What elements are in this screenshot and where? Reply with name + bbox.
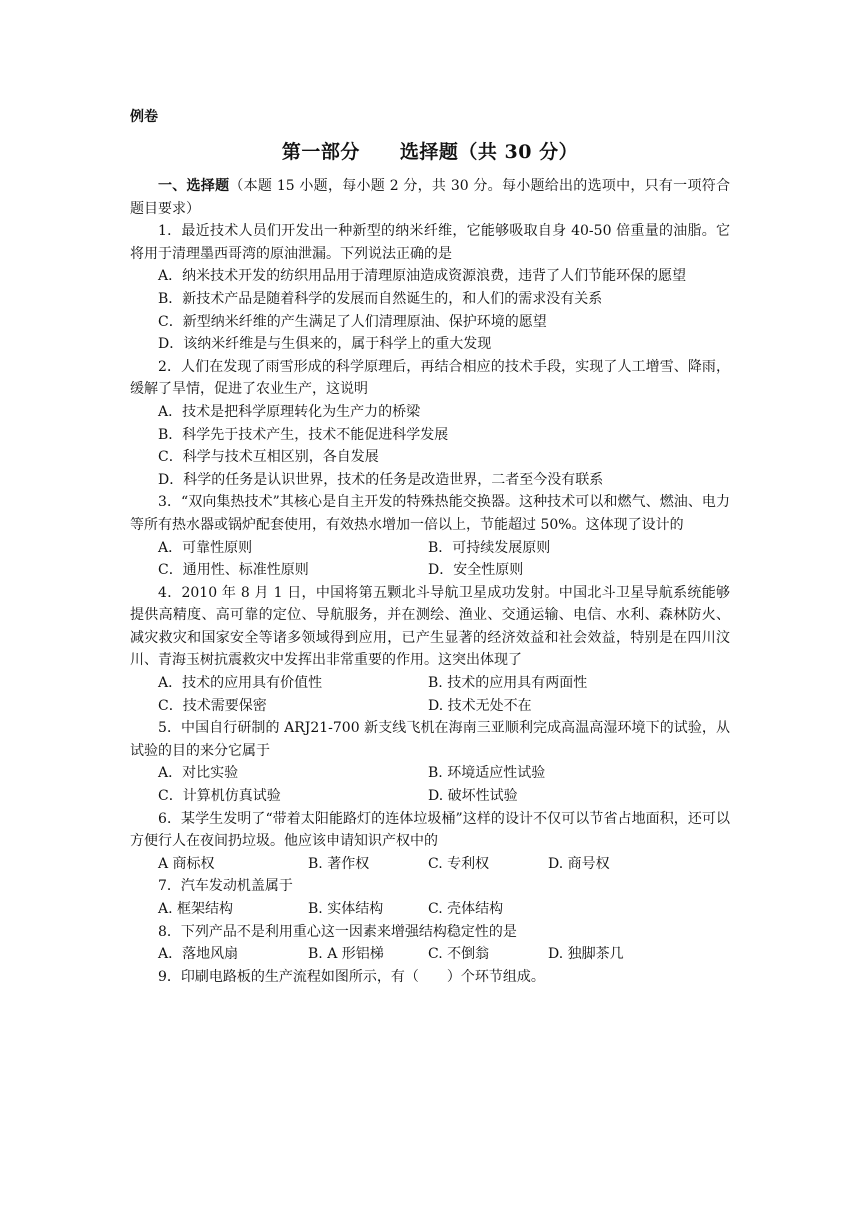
question-4-stem: 4．2010 年 8 月 1 日，中国将第五颗北斗导航卫星成功发射。中国北斗卫星导航系统能够提供高精度、高可靠的定位、导航服务，并在测绘、渔业、交通运输、电信、水利、森林防火、减灾救灾和国家安全等诸多领域得到应用，已产生显著的经济效益和社会效益，特别是在四川汶川、青海玉树抗震救灾中发挥出非常重要的作用。这突出体现了	[130, 584, 730, 669]
question-2-option-c: C．科学与技术互相区别，各自发展	[158, 449, 379, 466]
question-6-option-a: A 商标权	[158, 855, 215, 872]
question-4-option-a: A．技术的应用具有价值性	[158, 675, 323, 692]
question-5-option-d: D. 破坏性试验	[428, 788, 518, 805]
question-4-options-row-1	[130, 672, 730, 695]
part-name: 第一部分	[281, 141, 360, 163]
question-1-stem: 1．最近技术人员们开发出一种新型的纳米纤维，它能够吸取自身 40-50 倍重量的油脂。它将用于清理墨西哥湾的原油泄漏。下列说法正确的是	[130, 223, 730, 262]
question-3-option-d: D．安全性原则	[428, 562, 524, 579]
question-3-option-b: B．可持续发展原则	[428, 539, 551, 556]
question-1-option-a: A．纳米技术开发的纺织用品用于清理原油造成资源浪费，违背了人们节能环保的愿望	[158, 268, 687, 285]
question-8-option-c: C. 不倒翁	[428, 946, 490, 963]
exam-label: 例卷	[130, 109, 158, 125]
question-body	[130, 175, 730, 988]
question-8-option-a: A．落地风扇	[158, 946, 239, 963]
question-2-stem: 2．人们在发现了雨雪形成的科学原理后，再结合相应的技术手段，实现了人工增雪、降雨，缓解了旱情，促进了农业生产，这说明	[130, 358, 730, 398]
question-4-option-c: C．技术需要保密	[158, 697, 267, 714]
question-5-option-a: A．对比实验	[158, 765, 239, 782]
question-3-option-c: C．通用性、标准性原则	[158, 562, 309, 579]
question-9-stem: 9．印刷电路板的生产流程如图所示，有（ ）个环节组成。	[158, 968, 545, 985]
question-4-option-d: D. 技术无处不在	[428, 697, 532, 714]
question-7-option-c: C. 壳体结构	[428, 901, 504, 917]
part-title	[0, 137, 860, 164]
question-2-option-d: D．科学的任务是认识世界，技术的任务是改造世界，二者至今没有联系	[158, 471, 604, 488]
question-3-stem: 3．“双向集热技术”其核心是自主开发的特殊热能交换器。这种技术可以和燃气、燃油、电力等所有热水器或锅炉配套使用，有效热水增加一倍以上，节能超过 50%。这体现了设计的	[130, 494, 730, 533]
question-5-stem: 5．中国自行研制的 ARJ21-700 新支线飞机在海南三亚顺利完成高温高湿环境下的试验，从试验的目的来分它属于	[130, 720, 730, 759]
question-5-option-b: B. 环境适应性试验	[428, 765, 546, 782]
question-7-option-a: A. 框架结构	[158, 901, 234, 917]
section-name: 选择题（共 30 分）	[399, 141, 579, 163]
question-5-options-row-2	[130, 785, 730, 808]
question-5-options-row-1	[130, 762, 730, 785]
question-7-stem: 7．汽车发动机盖属于	[158, 878, 293, 895]
question-6-option-b: B. 著作权	[308, 855, 370, 872]
question-2-option-a: A．技术是把科学原理转化为生产力的桥梁	[158, 403, 421, 420]
question-6-option-c: C. 专利权	[428, 855, 490, 872]
question-1-option-b: B．新技术产品是随着科学的发展而自然诞生的，和人们的需求没有关系	[158, 290, 603, 307]
question-6-stem: 6．某学生发明了“带着太阳能路灯的连体垃圾桶”这样的设计不仅可以节省占地面积，还可以方便行人在夜间扔垃圾。他应该申请知识产权中的	[130, 810, 730, 850]
question-8-stem: 8．下列产品不是利用重心这一因素来增强结构稳定性的是	[158, 923, 517, 940]
question-6-options-row	[130, 853, 730, 876]
question-1-option-d: D．该纳米纤维是与生俱来的，属于科学上的重大发现	[158, 336, 492, 353]
question-6-option-d: D. 商号权	[548, 855, 610, 872]
question-1-option-c: C．新型纳米纤维的产生满足了人们清理原油、保护环境的愿望	[158, 313, 547, 330]
question-8-option-d: D. 独脚茶几	[548, 946, 624, 963]
question-5-option-c: C．计算机仿真试验	[158, 788, 281, 805]
question-4-option-b: B. 技术的应用具有两面性	[428, 675, 588, 692]
question-2-option-b: B．科学先于技术产生，技术不能促进科学发展	[158, 426, 449, 443]
question-4-options-row-2	[130, 695, 730, 718]
question-3-option-a: A．可靠性原则	[158, 539, 253, 556]
question-7-option-b: B. 实体结构	[308, 901, 384, 917]
question-3-options-row-2	[130, 559, 730, 582]
section-instruction: 一、选择题（本题 15 小题，每小题 2 分，共 30 分。每小题给出的选项中，只有一项符合题目要求）	[130, 178, 730, 217]
question-7-options-row	[130, 898, 730, 921]
question-3-options-row-1	[130, 537, 730, 560]
question-8-option-b: B. A 形铝梯	[308, 946, 384, 963]
question-8-options-row	[130, 943, 730, 966]
